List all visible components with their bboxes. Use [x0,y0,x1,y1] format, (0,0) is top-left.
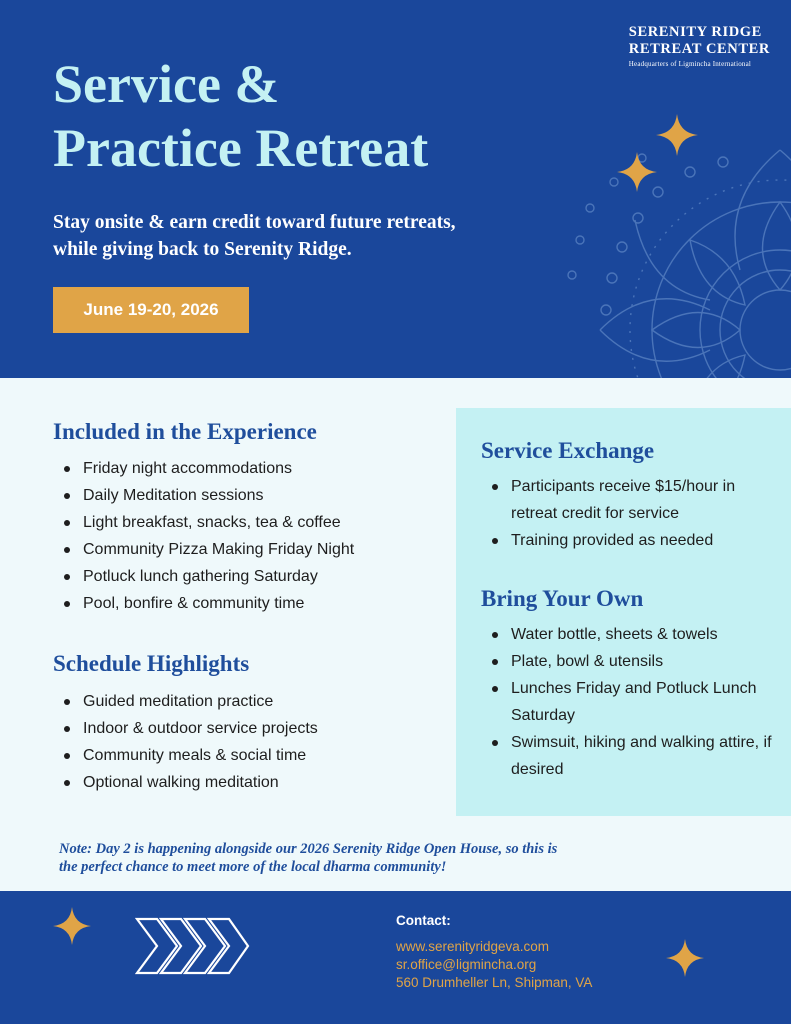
brand-tagline: Headquarters of Ligmincha International [628,60,752,68]
list-item: Community Pizza Making Friday Night [53,536,433,563]
list-item: Community meals & social time [53,742,433,769]
list-item: Optional walking meditation [53,769,433,796]
list-item: Pool, bonfire & community time [53,590,433,617]
sparkle-icon [617,152,657,192]
schedule-heading: Schedule Highlights [53,651,250,676]
schedule-list [53,688,433,796]
brand-name-line1: SERENITY RIDGE [628,24,762,40]
list-item: Water bottle, sheets & towels [481,621,786,648]
list-item: Plate, bowl & utensils [481,648,786,675]
sparkle-icon [656,114,698,156]
hero-banner [0,0,791,378]
date-badge: June 19-20, 2026 [53,287,249,333]
contact-heading: Contact: [396,913,451,928]
contact-email-link[interactable]: sr.office@ligmincha.org [396,957,537,972]
included-list [53,455,433,617]
sparkle-icon [666,939,704,977]
bring-list [481,621,786,783]
note-line1: Note: Day 2 is happening alongside our 2026 Serenity Ridge Open House, so this is [59,841,558,857]
chevrons-icon [135,917,250,975]
title-line2: Practice Retreat [53,118,429,178]
bring-heading: Bring Your Own [481,586,644,611]
included-heading: Included in the Experience [53,419,317,444]
page-title [53,52,428,180]
subtitle [53,209,573,263]
list-item: Daily Meditation sessions [53,482,433,509]
list-item: Swimsuit, hiking and walking attire, if desired [481,729,786,783]
list-item: Training provided as needed [481,527,781,554]
list-item: Guided meditation practice [53,688,433,715]
service-list [481,473,781,554]
list-item: Potluck lunch gathering Saturday [53,563,433,590]
subtitle-line1: Stay onsite & earn credit toward future retreats, [53,212,456,233]
service-heading: Service Exchange [481,438,655,463]
list-item: Indoor & outdoor service projects [53,715,433,742]
contact-website-link[interactable]: www.serenityridgeva.com [396,939,550,954]
note-text [59,840,739,876]
brand-name-line2: RETREAT CENTER [628,41,770,57]
sparkle-icon [53,907,91,945]
brand-logo [629,24,770,68]
note-line2: the perfect chance to meet more of the local dharma community! [59,859,447,875]
list-item: Friday night accommodations [53,455,433,482]
list-item: Light breakfast, snacks, tea & coffee [53,509,433,536]
contact-info [396,938,592,992]
list-item: Participants receive $15/hour in retreat credit for service [481,473,781,527]
contact-address: 560 Drumheller Ln, Shipman, VA [396,975,593,990]
subtitle-line2: while giving back to Serenity Ridge. [53,239,352,260]
title-line1: Service & [53,54,280,114]
list-item: Lunches Friday and Potluck Lunch Saturday [481,675,786,729]
